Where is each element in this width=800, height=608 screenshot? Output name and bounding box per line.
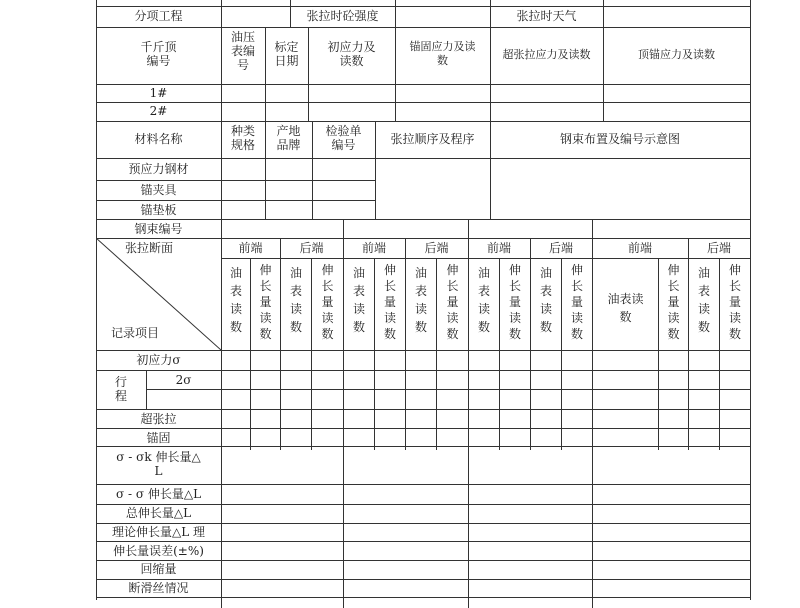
rear-end-1: 后端 <box>299 241 324 255</box>
gauge-reading-2: 油 表 读 数 <box>289 266 302 334</box>
row-total-elongation: 总伸长量△L <box>125 506 192 520</box>
row-line <box>96 409 750 410</box>
col-line <box>343 219 344 238</box>
over-tension-label: 超张拉应力及读数 <box>502 48 591 61</box>
row-line <box>96 200 375 201</box>
origin-label: 产地 品牌 <box>276 124 301 152</box>
row-anchoring: 锚固 <box>146 431 171 445</box>
record-item-label: 记录项目 <box>110 326 159 340</box>
front-end-2: 前端 <box>361 241 386 255</box>
sequence-label: 张拉顺序及程序 <box>390 132 475 146</box>
row-line <box>96 219 750 220</box>
elongation-1: 伸 长 量 读 数 <box>259 263 272 341</box>
gauge-no-label: 油压 表编 号 <box>230 30 255 72</box>
col-line <box>221 0 222 27</box>
top-anchor-label: 顶锚应力及读数 <box>638 48 715 61</box>
calib-date-label: 标定 日期 <box>274 40 299 68</box>
front-end-4: 前端 <box>627 241 652 255</box>
elongation-3: 伸 长 量 读 数 <box>383 263 396 341</box>
weather-label: 张拉时天气 <box>516 9 577 23</box>
rear-end-2: 后端 <box>424 241 449 255</box>
row-line <box>96 102 750 103</box>
row-line <box>96 579 750 580</box>
row-line <box>96 350 750 351</box>
row-sigma-elongation: σ - σ 伸长量△L <box>115 487 202 501</box>
elongation-2: 伸 长 量 读 数 <box>321 263 334 341</box>
row-line <box>96 27 750 28</box>
gauge-reading-8: 油 表 读 数 <box>697 266 710 334</box>
gauge-reading-6: 油 表 读 数 <box>539 266 552 334</box>
row-line <box>96 158 375 159</box>
gauge-reading-3: 油 表 读 数 <box>352 266 365 334</box>
row-two-sigma: 2σ <box>175 373 192 387</box>
col-line <box>603 0 604 27</box>
row-stroke: 行 程 <box>114 375 127 403</box>
rear-end-3: 后端 <box>548 241 573 255</box>
col-line <box>468 219 469 238</box>
elongation-5: 伸 长 量 读 数 <box>508 263 521 341</box>
col-line <box>221 219 222 238</box>
front-end-3: 前端 <box>486 241 511 255</box>
material-name-label: 材料名称 <box>134 132 183 146</box>
elongation-6: 伸 长 量 读 数 <box>570 263 583 341</box>
row-line <box>375 158 750 159</box>
row-line <box>221 258 750 259</box>
gauge-reading-wide: 油表读 数 <box>607 292 644 324</box>
row-line <box>96 484 750 485</box>
row-line <box>96 428 750 429</box>
jack-row-2: 2# <box>149 104 168 118</box>
tendon-no-label: 钢束编号 <box>134 222 183 236</box>
jack-row-1: 1# <box>149 86 168 100</box>
row-line <box>96 560 750 561</box>
col-line <box>490 27 491 121</box>
anchor-stress-label: 锚固应力及读 数 <box>409 40 476 67</box>
col-line <box>592 219 593 238</box>
row-line <box>146 389 750 390</box>
material-item-anchor: 锚夹具 <box>140 183 177 197</box>
col-line <box>750 0 751 600</box>
jack-no-label: 千斤顶 编号 <box>140 40 177 68</box>
row-line <box>96 84 750 85</box>
inspection-label: 检验单 编号 <box>325 124 362 152</box>
gauge-reading-4: 油 表 读 数 <box>414 266 427 334</box>
row-line <box>96 541 750 542</box>
col-line <box>603 27 604 121</box>
row-over-tension: 超张拉 <box>140 412 177 426</box>
gauge-reading-1: 油 表 读 数 <box>229 266 242 334</box>
front-end-1: 前端 <box>238 241 263 255</box>
row-wire-break: 断滑丝情况 <box>128 581 189 595</box>
row-line <box>96 446 750 447</box>
init-stress-label: 初应力及 读数 <box>327 40 376 68</box>
gauge-reading-5: 油 表 读 数 <box>477 266 490 334</box>
section-label: 张拉断面 <box>124 241 173 255</box>
spec-label: 种类 规格 <box>230 124 255 152</box>
row-line <box>96 370 750 371</box>
layout-label: 钢束布置及编号示意图 <box>559 132 680 146</box>
row-line <box>96 6 750 7</box>
row-line <box>96 523 750 524</box>
subproject-label: 分项工程 <box>134 9 183 23</box>
concrete-strength-label: 张拉时砼强度 <box>306 9 379 23</box>
row-line <box>96 121 750 122</box>
row-line <box>96 504 750 505</box>
elongation-7: 伸 长 量 读 数 <box>667 263 680 341</box>
elongation-8: 伸 长 量 读 数 <box>728 263 741 341</box>
row-init-stress: 初应力σ <box>136 353 181 367</box>
row-line <box>96 597 750 598</box>
col-line <box>395 0 396 27</box>
material-item-plate: 锚垫板 <box>140 203 177 217</box>
row-shrinkage: 回缩量 <box>140 562 177 576</box>
row-theory-elongation: 理论伸长量△L 理 <box>111 525 205 539</box>
row-sigma-k-elongation: σ - σk 伸长量△ L <box>116 450 201 478</box>
row-line <box>96 180 375 181</box>
material-item-steel: 预应力钢材 <box>128 162 189 176</box>
row-elongation-error: 伸长量误差(±%) <box>113 544 204 558</box>
elongation-4: 伸 长 量 读 数 <box>446 263 459 341</box>
rear-end-4: 后端 <box>706 241 731 255</box>
